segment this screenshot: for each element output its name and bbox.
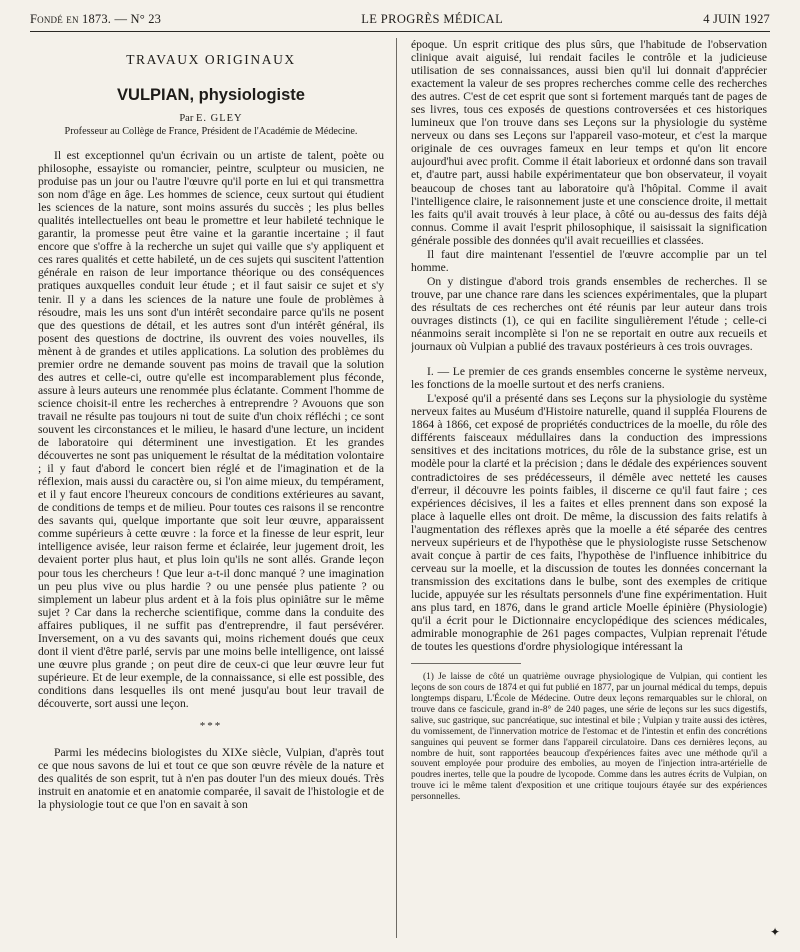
paragraph: Il faut dire maintenant l'essentiel de l'œuvre accomplie par un tel homme. <box>411 247 767 274</box>
paragraph: Il est exceptionnel qu'un écrivain ou un artiste de talent, poète ou philosophe, essayiste ou romancier, peintre, sculpteur ou musicien, ne produise pas un jour ou l'autre l'œuvre qu'il porte en lui et qui transmettra son nom d'âge en âge. Les hommes de science, ceux surtout qui étudient les sciences de la nature, sont moins assurés du succès ; les plus belles qualités intellectuelles ont beau le promettre et leur habileté technique le garantir, la promesse peut être vaine et la garantie incertaine ; il faut encore que s'offre à la recherche un sujet qui vaille que s'y appliquent et ces rares qualités et cette habileté, un de ces sujets qui suscitent l'attention générale en raison de leur importance théorique ou des conséquences pratiques auxquelles conduit leur étude ; et il faut saisir ce sujet et s'y tenir. Il y a dans les sciences de la nature une foule de problèmes à résoudre, mais les uns sont d'un intérêt secondaire parce qu'ils ne posent que des questions de détail, et les autres sont d'un intérêt général, ils posent des questions de doctrine, ils ouvrent des voies nouvelles, ils mènent à de grandes et utiles applications. La solution des problèmes du premier ordre ne demande souvent pas moins de travail que la solution des autres et celle-ci, outre qu'elle est incomparablement plus féconde, assure à leurs auteurs une renommée plus éclatante. Comment l'homme de science choisit-il entre les recherches à entreprendre ? Avouons que son travail ne résulte pas toujours ni tout de suite d'un choix réfléchi ; ce sont souvent les circonstances et le milieu, le hasard d'une lecture, un incident de laboratoire qui déterminent une investigation. Et les grandes découvertes ne sont pas uniquement le résultat de la méditation volontaire ; il y faut d'abord le concert bien réglé et de l'imagination et de la réflexion, mais aussi du caractère ou, si l'on aime mieux, du tempérament, et il y faut encore l'heureux concours de conditions extérieures au savant, de conditions de temps et de milieu. Pour toutes ces raisons il se rencontre des savants qui, quelque importante que soit leur œuvre, apparaissent comme supérieurs à cette œuvre : la force et la finesse de leur esprit, leur intelligence avisée, leur raison ferme et éclairée, leur jugement droit, les devaient porter plus haut, et plus loin qu'ils ne sont allés. Grande leçon pour tous les chercheurs ! Que leur a-t-il donc manqué ? une imagination un peu plus vive ou plus hardie ? ou une pensée plus patiente ? ou simplement un labeur plus ardent et à la fois plus opiniâtre sur le même sujet ? Car dans la recherche scientifique, comme dans la conduite des affaires publiques, il ne suffit pas d'entreprendre, il faut persévérer. Inversement, on a vu des savants qui, moins richement doués que ceux dont il vient d'être parlé, servis par une moins belle intelligence, ont laissé une œuvre plus grande ; on peut dire de ceux-ci que leur œuvre leur fut supérieure. Et de leur exemple, de la connaissance, si elle est possible, des conditions dans lesquelles ils ont mené jusqu'au bout leur travail de découverte, sort aussi une leçon. <box>38 149 384 710</box>
footnote-rule <box>411 663 521 664</box>
header-founded: Fondé en 1873. — N° 23 <box>30 11 162 26</box>
running-header <box>30 9 770 29</box>
left-column <box>38 38 384 942</box>
section-heading: TRAVAUX ORIGINAUX <box>126 52 296 67</box>
paragraph: Parmi les médecins biologistes du XIXe siècle, Vulpian, d'après tout ce que nous savons de lui et tout ce que son œuvre révèle de la nature et des qualités de son esprit, tut à n'en pas douter l'un des mieux doués. Très instruit en anatomie et en anatomie comparée, il savait de l'histologie et de la physiologie tout ce que l'on en savait à son <box>38 746 384 812</box>
section-break-stars: *** <box>199 720 223 733</box>
footnote: (1) Je laisse de côté un quatrième ouvrage physiologique de Vulpian, qui contient les leçons de son cours de 1874 et qui fut publié en 1877, par un journal médical du temps, depuis longtemps disparu, L'École de Médecine. Outre deux leçons remarquables sur le chloral, on trouve dans ce fascicule, grand in-8° de 240 pages, une série de leçons sur les sucs digestifs, salive, suc gastrique, suc pancréatique, suc intestinal et bile ; Vulpian y traite aussi des ictères, du vomissement, de l'innervation motrice de l'estomac et de l'intestin et enfin des concrétions sanguines qui peuvent se former dans l'appareil circulatoire. Dans ces dernières leçons, au nombre de huit, sont rapportées beaucoup d'expériences faites avec une méthode qu'il a souvent employée pour produire des embolies, au moyen de l'injection intra-artérielle de poudres inertes, telle que la poudre de lycopode. Comme dans les autres écrits de Vulpian, on trouve ici le même talent d'exposition et une critique toujours étayée sur des expériences personnelles. <box>411 672 767 803</box>
paragraph: I. — Le premier de ces grands ensembles concerne le système nerveux, les fonctions de la moelle surtout et des nerfs craniens. <box>411 365 767 392</box>
byline-prefix: Par <box>179 113 194 124</box>
end-ornament-icon: ✦ <box>769 925 780 939</box>
paragraph: époque. Un esprit critique des plus sûrs, que l'habitude de l'observation clinique avait aiguisé, lui rendait faciles le contrôle et la judicieuse utilisation de ses connaissances, aussi bien qu'il lui donnait d'apprécier exactement la valeur de ses propres recherches comme celle des recherches des autres. C'est de cet esprit que sont si fortement marqués tant de pages de ses livres, tous ces exposés de questions controversées et ces historiques lumineux que l'on trouve dans ses Leçons sur la physiologie du système nerveux ou dans ses Leçons sur l'appareil vaso-moteur, et c'est la marque originale de ces ouvrages fameux en leur temps et qu'on lit encore aujourd'hui avec profit. Comme il était laborieux et ordonné dans son travail et, d'autre part, aussi habile expérimentateur que bon observateur, il voyait beaucoup de choses tant au laboratoire qu'à l'hôpital. Comme il avait l'intelligence claire, le raisonnement juste et une conscience droite, il mettait les faits qu'il avait trouvés à leur place, à côté ou au-dessus des faits déjà connus. Comme il avait l'esprit philosophique, il saisissait la signification générale possible des données qu'il avait recueillies et classées. <box>411 38 767 247</box>
paragraph: L'exposé qu'il a présenté dans ses Leçons sur la physiologie du système nerveux faites au Muséum d'Histoire naturelle, quand il suppléa Flourens de 1864 à 1866, cet exposé de propriétés conductrices de la moelle, du rôle des différents faisceaux médullaires dans la conduction des impressions sensitives et des incitations motrices, du rôle de la substance grise, est un modèle pour la clarté et la précision ; dans le dédale des expériences souvent contradictoires de ses prédécesseurs, il démêle avec netteté les causes d'erreur, il découvre les points faibles, il discerne ce qu'il faut faire ; ces expériences décisives, il les a faites et elles prennent dans son exposé la place à laquelle elles ont droit. De même, la discussion des faits relatifs à l'augmentation des réflexes après que la moelle a été séparée des centres nerveux supérieurs et de l'hypothèse que le physiologiste russe Setschenow avait conçue à partir de ces faits, l'hypothèse de l'influence inhibitrice du cerveau sur la moelle, et la discussion de toutes les données concernant la transmission des excitations dans le bulbe, sont des exemples de critique lucide, appuyée sur les résultats personnels d'une fine expérimentation. Huit ans plus tard, en 1876, dans le grand article Moelle épinière (Physiologie) qu'il a écrit pour le Dictionnaire encyclopédique des sciences médicales, admirable monographie de 261 pages compactes, Vulpian reprenait l'étude de toutes les questions d'ordre physiologique intéressant la <box>411 392 767 654</box>
spacer <box>411 353 767 365</box>
header-rule <box>30 31 770 32</box>
article-title: VULPIAN, physiologiste <box>117 86 305 104</box>
column-separator <box>396 38 397 938</box>
right-column <box>411 38 767 942</box>
header-date: 4 JUIN 1927 <box>703 11 770 26</box>
author-affiliation: Professeur au Collège de France, Président de l'Académie de Médecine. <box>64 126 358 137</box>
paragraph: On y distingue d'abord trois grands ensembles de recherches. Il se trouve, par une chance rare dans les sciences expérimentales, que la plupart des résultats de ces recherches ont été réunis par leur auteur dans trois ouvrages distincts (1), ce qui en facilite singulièrement l'étude ; celle-ci néanmoins serait incomplète si l'on ne se reportait en outre aux recueils et journaux où Vulpian a publié des travaux postérieurs à ces trois ouvrages. <box>411 274 767 354</box>
header-journal-title: LE PROGRÈS MÉDICAL <box>361 11 504 26</box>
author-name: E. GLEY <box>195 113 243 124</box>
byline <box>38 113 384 124</box>
